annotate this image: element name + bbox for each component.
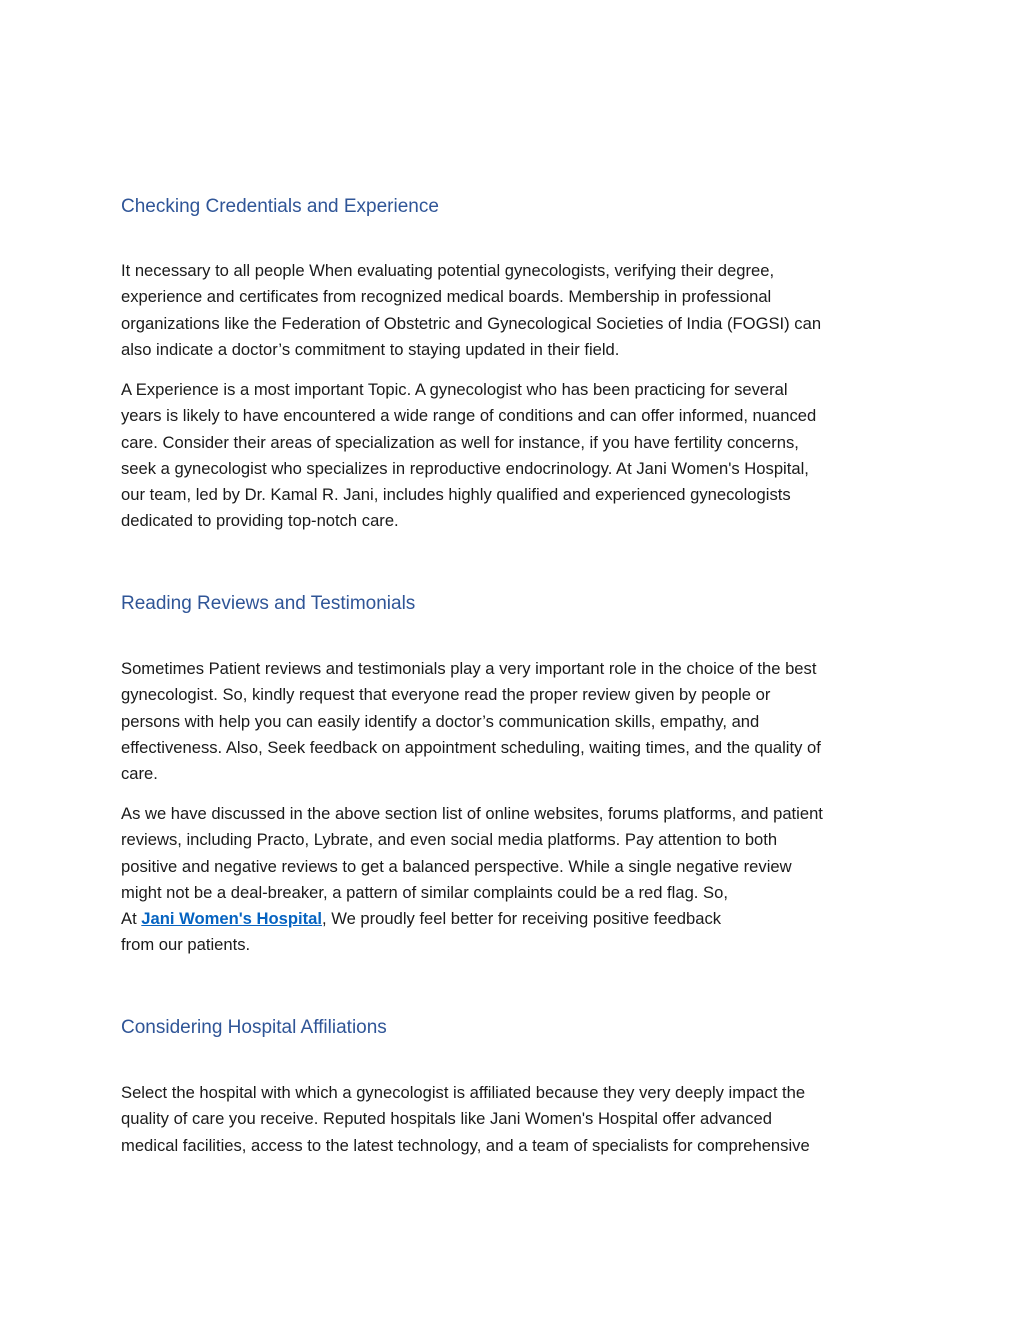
- text-line: persons with help you can easily identify a doctor’s communication skills, empathy, and: [121, 711, 760, 731]
- text-line-with-link: [121, 906, 911, 932]
- text-line: gynecologist. So, kindly request that everyone read the proper review given by people or: [121, 685, 771, 705]
- paragraph-affiliations: [121, 1080, 911, 1159]
- text-line: positive and negative reviews to get a balanced perspective. While a single negative review: [121, 856, 792, 876]
- text-line: care.: [121, 764, 158, 784]
- section-heading-credentials: Checking Credentials and Experience: [121, 196, 439, 217]
- text-line: from our patients.: [121, 935, 251, 955]
- text-line: Select the hospital with which a gynecologist is affiliated because they very deeply impact the: [121, 1083, 806, 1102]
- text-line: It necessary to all people When evaluating potential gynecologists, verifying their degree,: [121, 261, 775, 280]
- text-fragment: , We proudly feel better for receiving positive feedback: [321, 909, 722, 929]
- text-fragment: At: [121, 909, 142, 929]
- text-line: A Experience is a most important Topic. A gynecologist who has been practicing for several: [121, 380, 788, 399]
- text-line: organizations like the Federation of Obstetric and Gynecological Societies of India (FOGSI) can: [121, 313, 822, 333]
- text-line: Sometimes Patient reviews and testimonials play a very important role in the choice of the best: [121, 659, 817, 678]
- text-line: might not be a deal-breaker, a pattern of similar complaints could be a red flag. So,: [121, 882, 728, 902]
- paragraph-credentials-intro: [121, 258, 911, 363]
- text-line: effectiveness. Also, Seek feedback on appointment scheduling, waiting times, and the quality of: [121, 737, 821, 757]
- section-heading-reviews: Reading Reviews and Testimonials: [121, 593, 416, 614]
- text-line: care. Consider their areas of specialization as well for instance, if you have fertility concerns,: [121, 432, 799, 452]
- text-line: quality of care you receive. Reputed hospitals like Jani Women's Hospital offer advanced: [121, 1109, 772, 1129]
- text-line: experience and certificates from recognized medical boards. Membership in professional: [121, 287, 772, 307]
- paragraph-experience: [121, 377, 911, 535]
- text-line: seek a gynecologist who specializes in reproductive endocrinology. At Jani Women's Hospital,: [121, 458, 809, 478]
- text-line: reviews, including Practo, Lybrate, and even social media platforms. Pay attention to both: [121, 830, 778, 850]
- section-heading-affiliations: Considering Hospital Affiliations: [121, 1017, 387, 1038]
- paragraph-online-reviews: [121, 801, 911, 959]
- text-line: As we have discussed in the above section list of online websites, forums platforms, and patient: [121, 804, 823, 823]
- text-line: medical facilities, access to the latest technology, and a team of specialists for comprehensive: [121, 1135, 810, 1155]
- jani-womens-hospital-link[interactable]: Jani Women's Hospital: [141, 909, 322, 929]
- paragraph-reviews-intro: [121, 656, 911, 787]
- text-line: our team, led by Dr. Kamal R. Jani, includes highly qualified and experienced gynecologists: [121, 485, 791, 505]
- text-line: also indicate a doctor’s commitment to staying updated in their field.: [121, 339, 620, 359]
- text-line: years is likely to have encountered a wide range of conditions and can offer informed, nuanced: [121, 406, 817, 426]
- text-line: dedicated to providing top-notch care.: [121, 511, 399, 531]
